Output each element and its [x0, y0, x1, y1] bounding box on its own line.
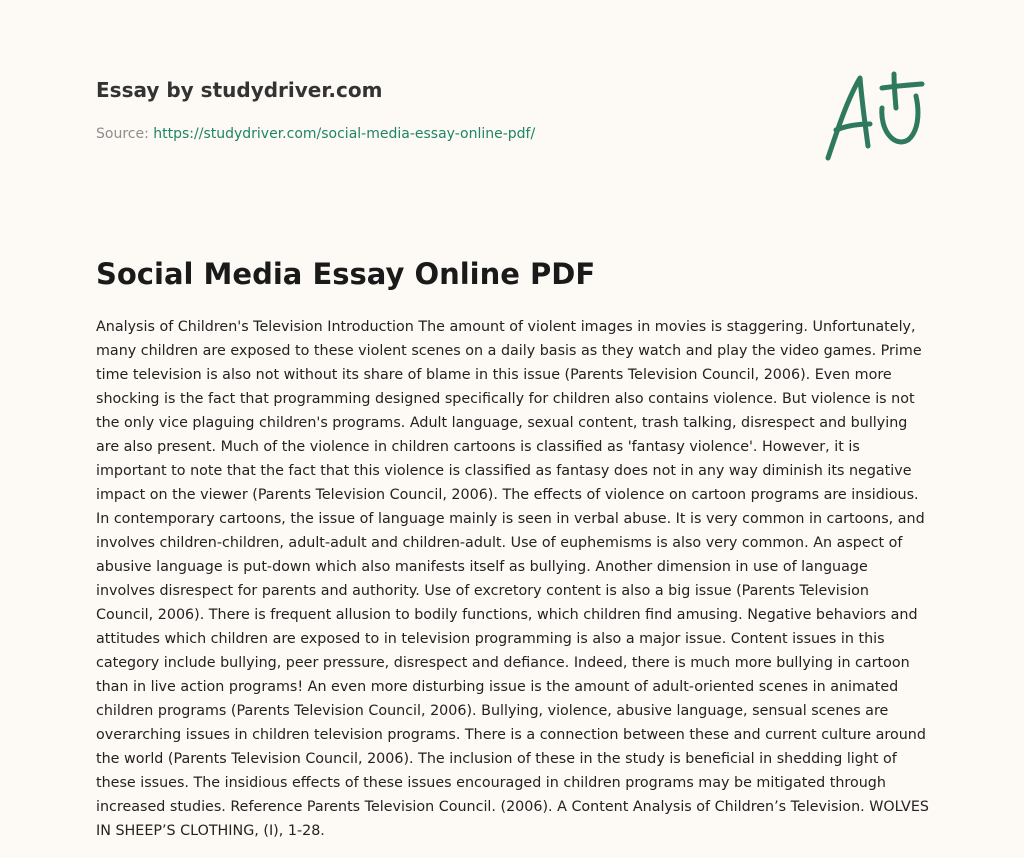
essay-title: Social Media Essay Online PDF [96, 257, 596, 291]
source-line [96, 124, 736, 144]
essay-body: Analysis of Children's Television Introduction The amount of violent images in movies is staggering. Unfortunately, many children are exposed to these violent scenes on a daily basis as they watch and play the video games. Prime time television is also not without its share of blame in this issue (Parents Television Council, 2006). Even more shocking is the fact that programming designed specifically for children also contains violence. But violence is not the only vice plaguing children's programs. Adult language, sexual content, trash talking, disrespect and bullying are also present. Much of the violence in children cartoons is classified as 'fantasy violence'. However, it is important to note that the fact that this violence is classified as fantasy does not in any way diminish its negative impact on the viewer (Parents Television Council, 2006). The effects of violence on cartoon programs are insidious. In contemporary cartoons, the issue of language mainly is seen in verbal abuse. It is very common in cartoons, and involves children-children, adult-adult and children-adult. Use of euphemisms is also very common. An aspect of abusive language is put-down which also manifests itself as bullying. Another dimension in use of language involves disrespect for parents and authority. Use of excretory content is also a big issue (Parents Television Council, 2006). There is frequent allusion to bodily functions, which children find amusing. Negative behaviors and attitudes which children are exposed to in television programming is also a major issue. Content issues in this category include bullying, peer pressure, disrespect and defiance. Indeed, there is much more bullying in cartoon than in live action programs! An even more disturbing issue is the amount of adult-oriented scenes in animated children programs (Parents Television Council, 2006). Bullying, violence, abusive language, sensual scenes are overarching issues in children television programs. There is a connection between these and current culture around the world (Parents Television Council, 2006). The inclusion of these in the study is beneficial in shedding light of these issues. The insidious effects of these issues encouraged in children programs may be mitigated through increased studies. Reference Parents Television Council. (2006). A Content Analysis of Children’s Television. WOLVES IN SHEEP’S CLOTHING, (I), 1-28. [96, 319, 929, 839]
source-link[interactable]: https://studydriver.com/social-media-essay-online-pdf/ [153, 126, 536, 142]
site-title: Essay by studydriver.com [96, 78, 383, 102]
a-plus-logo-icon [822, 68, 932, 168]
source-label: Source: [96, 126, 149, 142]
page-header [96, 76, 736, 144]
